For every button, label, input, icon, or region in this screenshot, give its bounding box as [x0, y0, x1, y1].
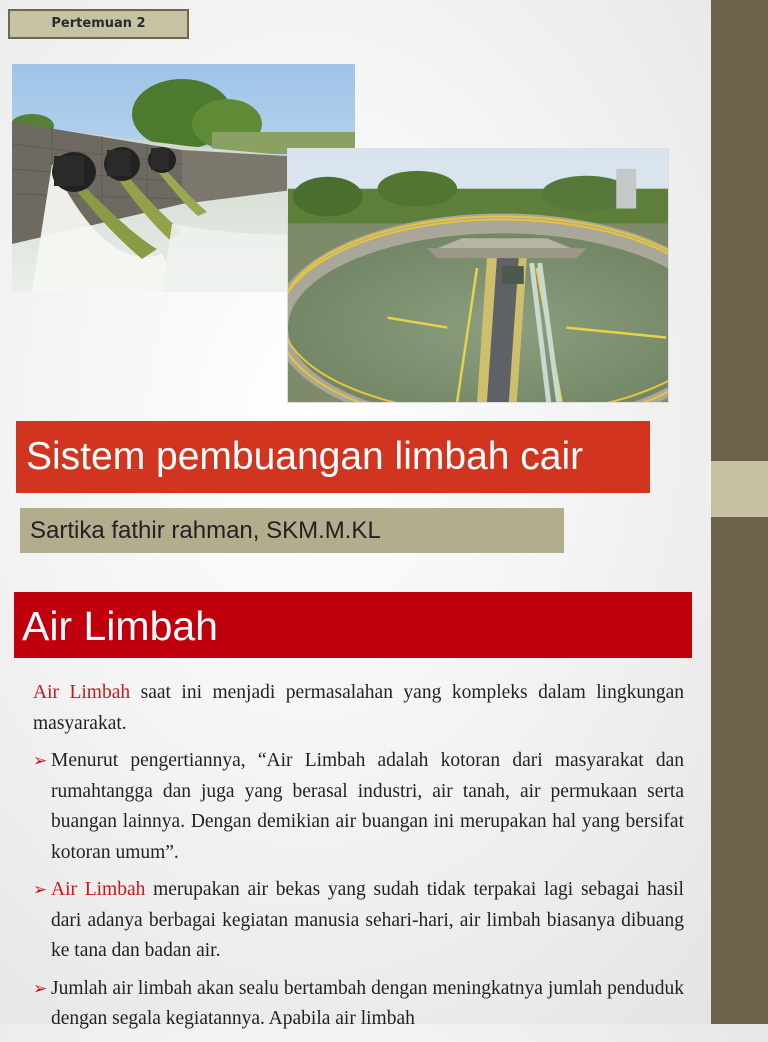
- intro-highlight: Air Limbah: [33, 682, 131, 703]
- bullet-body: merupakan air bekas yang sudah tidak terpakai lagi sebagai hasil dari adanya berbagai kegiatan manusia sehari-hari, air limbah biasanya dibuang ke tana dan badan air.: [51, 879, 684, 961]
- author-name: Sartika fathir rahman, SKM.M.KL: [20, 508, 564, 553]
- arrow-bullet-icon: ➢: [33, 751, 48, 771]
- bullet-item: [33, 875, 684, 967]
- bullet-body: Jumlah air limbah akan sealu bertambah dengan meningkatnya jumlah penduduk dengan segala kegiatannya. Apabila air limbah: [51, 977, 684, 1029]
- arrow-bullet-icon: ➢: [33, 978, 48, 999]
- slide-title: Sistem pembuangan limbah cair: [16, 421, 650, 493]
- intro-paragraph: [33, 678, 684, 739]
- bullet-item: [33, 974, 684, 1035]
- bullet-text: [51, 875, 684, 967]
- slide-tag: Pertemuan 2: [8, 9, 189, 39]
- body-text: [33, 678, 684, 1042]
- bullet-body: Menurut pengertiannya, “Air Limbah adalah kotoran dari masyarakat dan rumahtangga dan juga yang berasal industri, air tanah, air permukaan serta buangan lainnya. Dengan demikian air buangan ini merupakan hal yang bersifat kotoran umum”.: [51, 750, 684, 863]
- treatment-plant-photo: [287, 148, 669, 403]
- bullet-highlight: Air Limbah: [51, 879, 146, 900]
- section-heading: Air Limbah: [14, 592, 692, 658]
- bullet-item: [33, 746, 684, 868]
- arrow-bullet-icon: ➢: [33, 880, 48, 900]
- bullet-text: [51, 974, 684, 1035]
- bullet-text: [51, 746, 684, 868]
- intro-text: saat ini menjadi permasalahan yang kompleks dalam lingkungan masyarakat.: [33, 682, 684, 734]
- side-bar-accent: [711, 461, 768, 517]
